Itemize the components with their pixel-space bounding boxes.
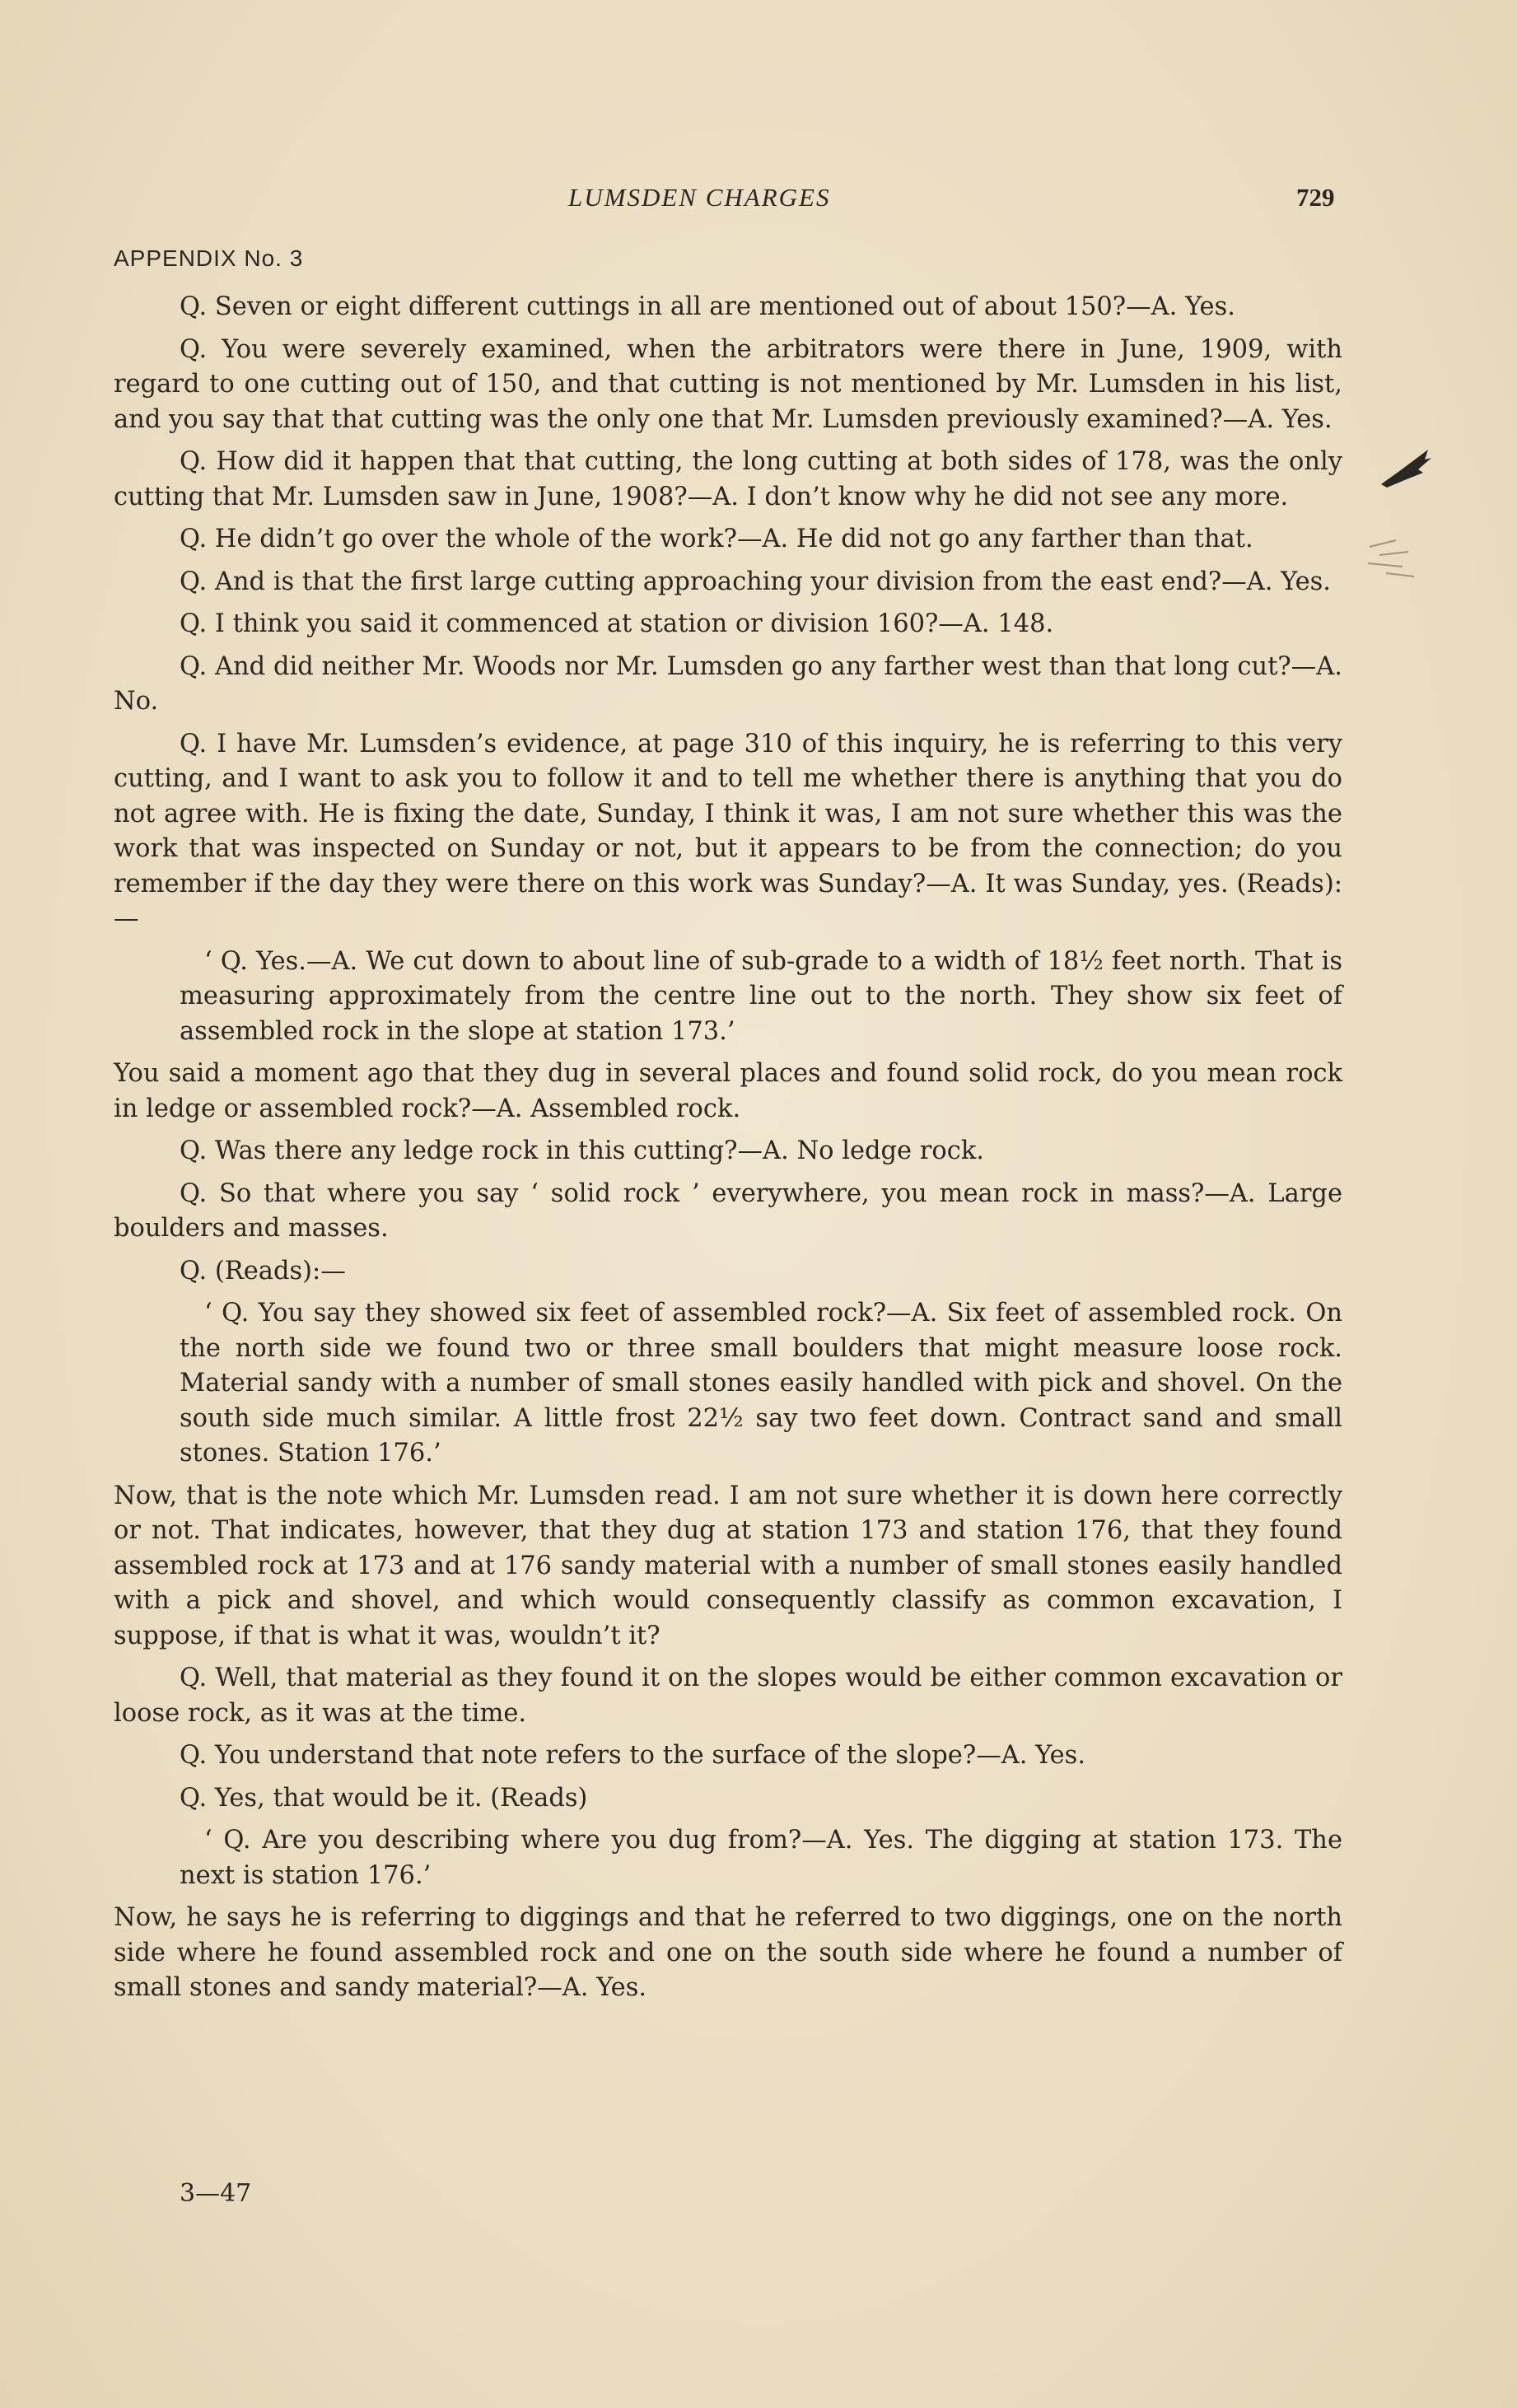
paragraph: Now, he says he is referring to diggings and that he referred to two diggings, one on the north side where he found assembled rock and one on the south side where he found a number of small stones and sandy material?—A. Yes. [114,1903,1342,2002]
appendix-label: APPENDIX No. 3 [114,245,304,271]
block-quote: ‘ Q. Yes.—A. We cut down to about line of sub-grade to a width of 18½ feet north. That is measuring approximately from the centre line out to the north. They show six feet of assembled rock in the slope at station 173.’ [180,946,1342,1046]
paragraph: Q. Well, that material as they found it on the slopes would be either common excavation or loose rock, as it was at the time. [114,1664,1342,1728]
paragraph: Q. And is that the first large cutting approaching your division from the east end?—A. Yes. [180,567,1331,596]
running-title: LUMSDEN CHARGES [568,183,831,212]
paragraph: Q. (Reads):— [180,1256,346,1286]
block-quote: ‘ Q. Are you describing where you dug from?—A. Yes. The digging at station 173. The next is station 176.’ [180,1826,1342,1890]
paragraph: Q. I have Mr. Lumsden’s evidence, at page 310 of this inquiry, he is referring to this very cutting, and I want to ask you to follow it and to tell me whether there is anything that you do not agree with. He is fixing the date, Sunday, I think it was, I am not sure whether this was the work that was inspected on Sunday or not, but it appears to be from the connection; do you remember if the day they were there on this work was Sunday?—A. It was Sunday, yes. (Reads):— [114,729,1342,933]
paragraph: Q. You understand that note refers to the surface of the slope?—A. Yes. [180,1741,1086,1770]
block-quote: ‘ Q. You say they showed six feet of assembled rock?—A. Six feet of assembled rock. On the north side we found two or three small boulders that might measure loose rock. Material sandy with a number of small stones easily handled with pick and shovel. On the south side much similar. A little frost 22½ say two feet down. Contract sand and small stones. Station 176.’ [180,1299,1342,1468]
paragraph: Q. And did neither Mr. Woods nor Mr. Lumsden go any farther west than that long cut?—A. No. [114,651,1342,716]
paragraph: Now, that is the note which Mr. Lumsden read. I am not sure whether it is down here correctly or not. That indicates, however, that they dug at station 173 and station 176, that they found assembled rock at 173 and at 176 sandy material with a number of small stones easily handled with a pick and shovel, and which would consequently classify as common excavation, I suppose, if that is what it was, wouldn’t it? [114,1481,1342,1650]
paragraph: Q. He didn’t go over the whole of the work?—A. He did not go any farther than that. [180,525,1253,553]
running-header [0,183,1517,224]
margin-smudge-icon [1363,535,1425,581]
paragraph: Q. I think you said it commenced at station or division 160?—A. 148. [180,609,1054,638]
paragraph: Q. How did it happen that that cutting, the long cutting at both sides of 178, was the only cutting that Mr. Lumsden saw in June, 1908?—A. I don’t know why he did not see any more. [114,447,1342,511]
paragraph: Q. You were severely examined, when the arbitrators were there in June, 1909, with regard to one cutting out of 150, and that cutting is not mentioned by Mr. Lumsden in his list, and you say that that cutting was the only one that Mr. Lumsden previously examined?—A. Yes. [114,334,1342,434]
paragraph: Q. So that where you say ‘ solid rock ’ everywhere, you mean rock in mass?—A. Large boulders and masses. [114,1178,1342,1243]
page-number: 729 [1296,183,1335,212]
ink-blot-icon [1377,445,1435,494]
paragraph: Q. Seven or eight different cuttings in all are mentioned out of about 150?—A. Yes. [180,292,1235,321]
paragraph: You said a moment ago that they dug in several places and found solid rock, do you mean rock in ledge or assembled rock?—A. Assembled rock. [114,1059,1342,1123]
folio-signature: 3—47 [180,2179,252,2208]
body-text [114,290,1342,2014]
paragraph: Q. Was there any ledge rock in this cutting?—A. No ledge rock. [180,1136,984,1165]
paragraph: Q. Yes, that would be it. (Reads) [180,1783,588,1813]
